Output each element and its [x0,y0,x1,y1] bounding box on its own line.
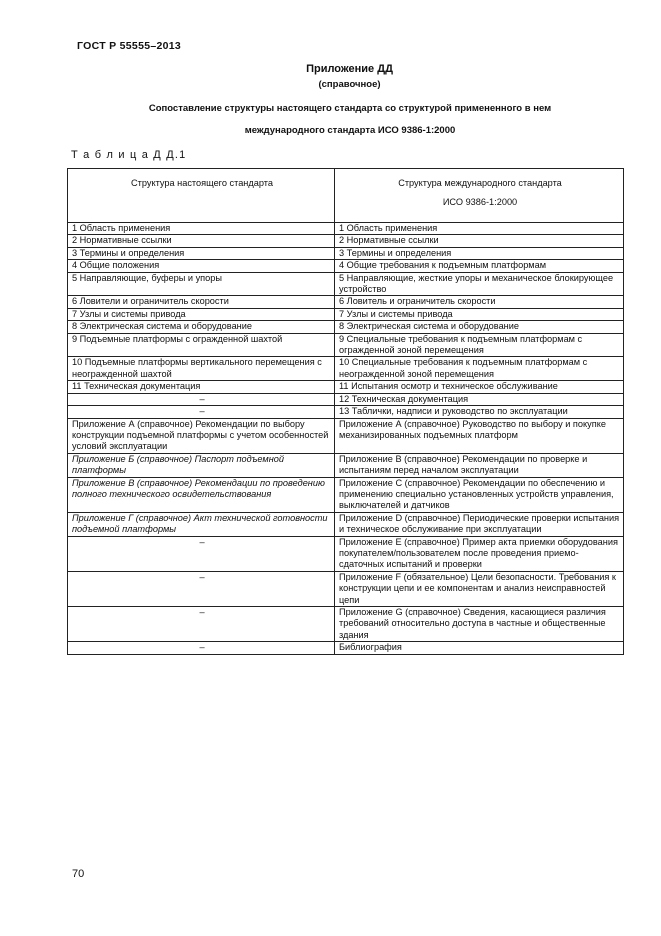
cell-international-standard: Приложение Е (справочное) Пример акта приемки оборудования покупателем/пользователем после проведения приемо-сдаточных испытаний и проверки [335,536,624,571]
table-row [68,418,624,453]
table-row [68,357,624,381]
table-row [68,308,624,320]
cell-international-standard: 7 Узлы и системы привода [335,308,624,320]
annex-title: Приложение ДД [306,63,393,75]
cell-international-standard: Приложение В (справочное) Рекомендации по проверке и испытаниям перед началом эксплуатации [335,453,624,477]
cell-current-standard: 5 Направляющие, буферы и упоры [68,272,335,296]
cell-current-standard: – [68,393,335,405]
cell-international-standard: 5 Направляющие, жесткие упоры и механическое блокирующее устройство [335,272,624,296]
cell-current-standard: 11 Техническая документация [68,381,335,393]
table-row [68,571,624,606]
cell-current-standard: – [68,571,335,606]
cell-international-standard: 12 Техническая документация [335,393,624,405]
cell-current-standard: – [68,406,335,418]
cell-current-standard: 7 Узлы и системы привода [68,308,335,320]
cell-international-standard: 1 Область применения [335,223,624,235]
cell-international-standard: 2 Нормативные ссылки [335,235,624,247]
cell-current-standard: 6 Ловители и ограничитель скорости [68,296,335,308]
cell-current-standard: Приложение А (справочное) Рекомендации по выбору конструкции подъемной платформы с учетом особенностей условий эксплуатации [68,418,335,453]
cell-current-standard: 1 Область применения [68,223,335,235]
table-caption: Т а б л и ц а Д Д.1 [71,149,187,161]
cell-current-standard: – [68,642,335,654]
standard-code: ГОСТ Р 55555–2013 [77,40,182,52]
cell-international-standard: 9 Специальные требования к подъемным платформам с огражденной зоной перемещения [335,333,624,357]
cell-international-standard: 6 Ловитель и ограничитель скорости [335,296,624,308]
cell-current-standard: Приложение Г (справочное) Акт технической готовности подъемной платформы [68,512,335,536]
header-left [68,169,335,223]
cell-international-standard: 4 Общие требования к подъемным платформам [335,260,624,272]
table-row [68,453,624,477]
table-row [68,333,624,357]
comparison-title-line2: международного стандарта ИСО 9386-1:2000 [244,125,456,136]
table-row [68,406,624,418]
cell-international-standard: 8 Электрическая система и оборудование [335,321,624,333]
structure-comparison-table [67,168,624,655]
cell-current-standard: – [68,607,335,642]
table-row [68,321,624,333]
table-row [68,536,624,571]
table-row [68,235,624,247]
cell-current-standard: 10 Подъемные платформы вертикального перемещения с неогражденной шахтой [68,357,335,381]
cell-current-standard: Приложение Б (справочное) Паспорт подъемной платформы [68,453,335,477]
cell-current-standard: – [68,536,335,571]
cell-international-standard: 10 Специальные требования к подъемным платформам с неогражденной зоной перемещения [335,357,624,381]
table-row [68,272,624,296]
cell-international-standard: Приложение F (обязательное) Цели безопасности. Требования к конструкции цепи и ее компонентам и анализ неисправностей цепи [335,571,624,606]
table-row [68,247,624,259]
table-row [68,381,624,393]
annex-type: (справочное) [318,79,381,90]
table-row [68,260,624,272]
header-left-text: Структура настоящего стандарта [131,178,273,188]
cell-international-standard: 3 Термины и определения [335,247,624,259]
cell-international-standard: 13 Таблички, надписи и руководство по эксплуатации [335,406,624,418]
cell-international-standard: Приложение D (справочное) Периодические проверки испытания и техническое обслуживание при эксплуатации [335,512,624,536]
table-row [68,607,624,642]
header-right-line2: ИСО 9386-1:2000 [442,197,518,208]
cell-current-standard: Приложение В (справочное) Рекомендации по проведению полного технического освидетельствования [68,477,335,512]
comparison-title-line1: Сопоставление структуры настоящего стандарта со структурой примененного в нем [148,103,552,114]
page-number: 70 [72,868,85,880]
table-row [68,393,624,405]
table-header-row [68,169,624,223]
cell-current-standard: 3 Термины и определения [68,247,335,259]
cell-international-standard: Приложение А (справочное) Руководство по выбору и покупке механизированных подъемных платформ [335,418,624,453]
cell-international-standard: Приложение С (справочное) Рекомендации по обеспечению и применению специально установленных устройств управления, выключателей и датчиков [335,477,624,512]
table-row [68,223,624,235]
cell-international-standard: Библиография [335,642,624,654]
table-row [68,296,624,308]
cell-current-standard: 2 Нормативные ссылки [68,235,335,247]
cell-current-standard: 8 Электрическая система и оборудование [68,321,335,333]
header-right [335,169,624,223]
cell-international-standard: 11 Испытания осмотр и техническое обслуживание [335,381,624,393]
cell-current-standard: 4 Общие положения [68,260,335,272]
cell-international-standard: Приложение G (справочное) Сведения, касающиеся различия требований относительно доступа в частные и общественные здания [335,607,624,642]
table-row [68,477,624,512]
cell-current-standard: 9 Подъемные платформы с огражденной шахтой [68,333,335,357]
table-row [68,512,624,536]
header-right-line1: Структура международного стандарта [398,178,562,188]
table-row [68,642,624,654]
